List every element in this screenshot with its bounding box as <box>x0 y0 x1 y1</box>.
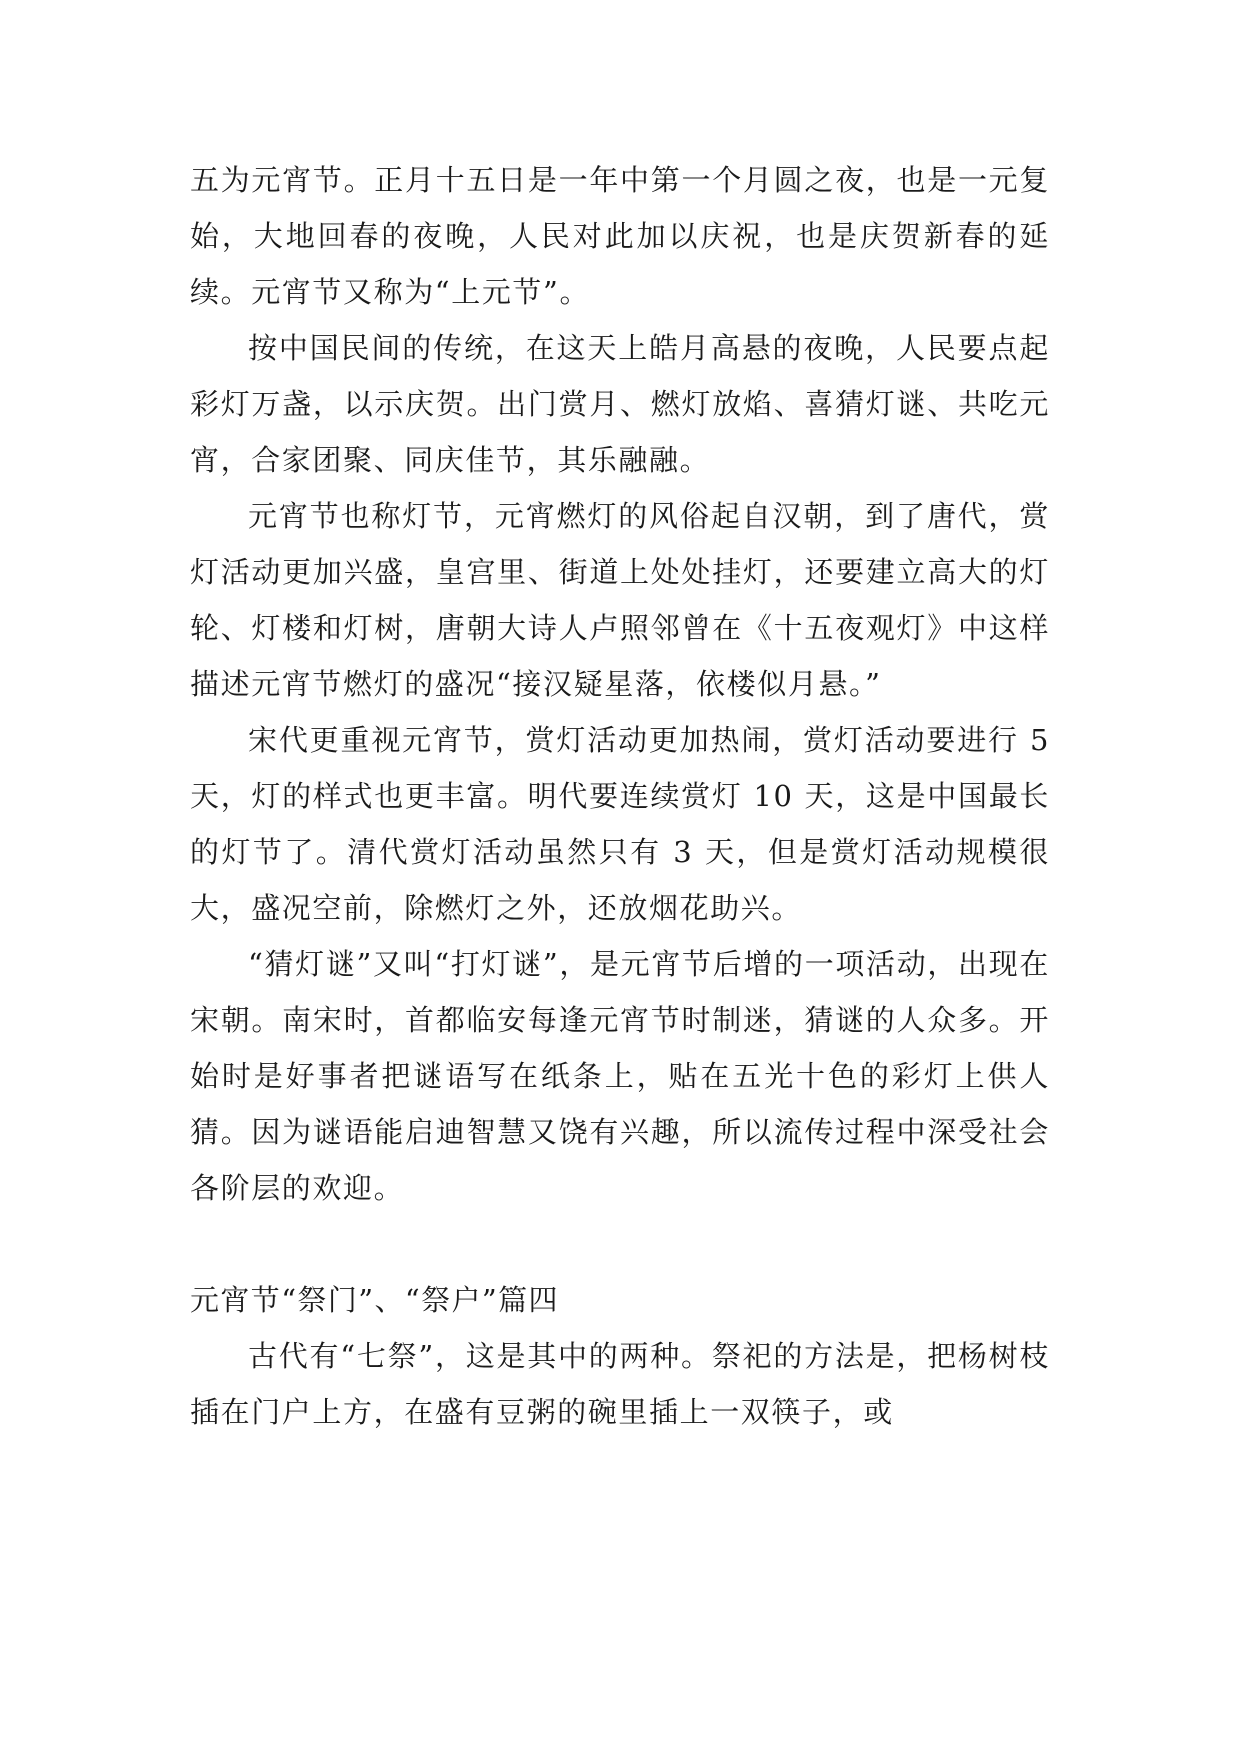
paragraph-lantern-riddles: “猜灯谜”又叫“打灯谜”，是元宵节后增的一项活动，出现在宋朝。南宋时，首都临安每逢元宵节时制迷，猜谜的人众多。开始时是好事者把谜语写在纸条上，贴在五光十色的彩灯上供人猜。因为谜语能启迪智慧又饶有兴趣，所以流传过程中深受社会各阶层的欢迎。 <box>190 947 1050 1205</box>
section-heading-label: 篇四 <box>498 1283 559 1317</box>
section-heading-title: 元宵节“祭门”、“祭户” <box>190 1283 499 1317</box>
paragraph-lantern-festival: 元宵节也称灯节，元宵燃灯的风俗起自汉朝，到了唐代，赏灯活动更加兴盛，皇宫里、街道上处处挂灯，还要建立高大的灯轮、灯楼和灯树，唐朝大诗人卢照邻曾在《十五夜观灯》中这样描述元宵节燃灯的盛况“接汉疑星落，依楼似月悬。” <box>190 499 1050 701</box>
paragraph-seven-sacrifices: 古代有“七祭”，这是其中的两种。祭祀的方法是，把杨树枝插在门户上方，在盛有豆粥的碗里插上一双筷子，或 <box>190 1339 1050 1429</box>
paragraph-folk-tradition: 按中国民间的传统，在这天上皓月高悬的夜晚，人民要点起彩灯万盏，以示庆贺。出门赏月、燃灯放焰、喜猜灯谜、共吃元宵，合家团聚、同庆佳节，其乐融融。 <box>190 331 1050 477</box>
paragraph-song-ming-qing: 宋代更重视元宵节，赏灯活动更加热闹，赏灯活动要进行 5 天，灯的样式也更丰富。明代要连续赏灯 10 天，这是中国最长的灯节了。清代赏灯活动虽然只有 3 天，但是赏灯活动规模很大，盛况空前，除燃灯之外，还放烟花助兴。 <box>190 723 1050 925</box>
paragraph-continuation: 五为元宵节。正月十五日是一年中第一个月圆之夜，也是一元复始，大地回春的夜晚，人民对此加以庆祝，也是庆贺新春的延续。元宵节又称为“上元节”。 <box>190 163 1050 309</box>
document-body <box>190 152 1050 1440</box>
section-heading <box>190 1272 1050 1328</box>
